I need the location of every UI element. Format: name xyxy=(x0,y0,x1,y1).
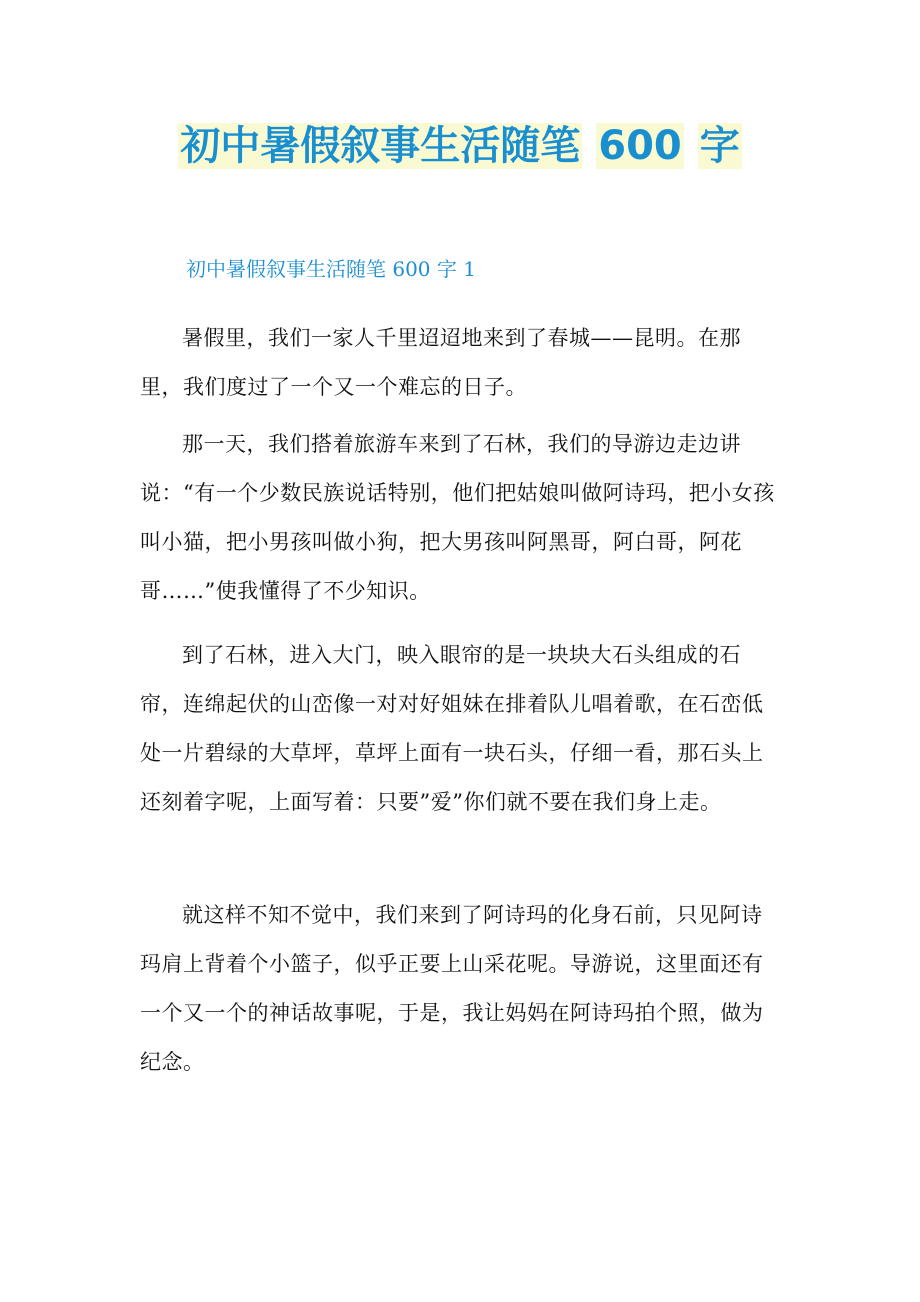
paragraph-3: 到了石林，进入大门，映入眼帘的是一块块大石头组成的石帘，连绵起伏的山峦像一对对好姐妹在排着队儿唱着歌，在石峦低处一片碧绿的大草坪，草坪上面有一块石头，仔细一看，那石头上还刻着字呢，上面写着：只要”爱”你们就不要在我们身上走。 xyxy=(140,643,764,814)
paragraph-1: 暑假里，我们一家人千里迢迢地来到了春城——昆明。在那里，我们度过了一个又一个难忘的日子。 xyxy=(140,326,741,399)
paragraph-2: 那一天，我们搭着旅游车来到了石林，我们的导游边走边讲说：“有一个少数民族说话特别，他们把姑娘叫做阿诗玛，把小女孩叫小猫，把小男孩叫做小狗，把大男孩叫阿黑哥，阿白哥，阿花哥……”使我懂得了不少知识。 xyxy=(140,432,775,603)
title-number: 600 xyxy=(598,123,682,169)
title-suffix: 字 xyxy=(699,123,740,169)
document-title xyxy=(0,120,920,172)
section-heading: 初中暑假叙事生活随笔 600 字 1 xyxy=(186,257,476,281)
title-text: 初中暑假叙事生活随笔 xyxy=(180,123,581,169)
paragraph-4: 就这样不知不觉中，我们来到了阿诗玛的化身石前，只见阿诗玛肩上背着个小篮子，似乎正要上山采花呢。导游说，这里面还有一个又一个的神话故事呢，于是，我让妈妈在阿诗玛拍个照，做为纪念。 xyxy=(140,903,764,1074)
